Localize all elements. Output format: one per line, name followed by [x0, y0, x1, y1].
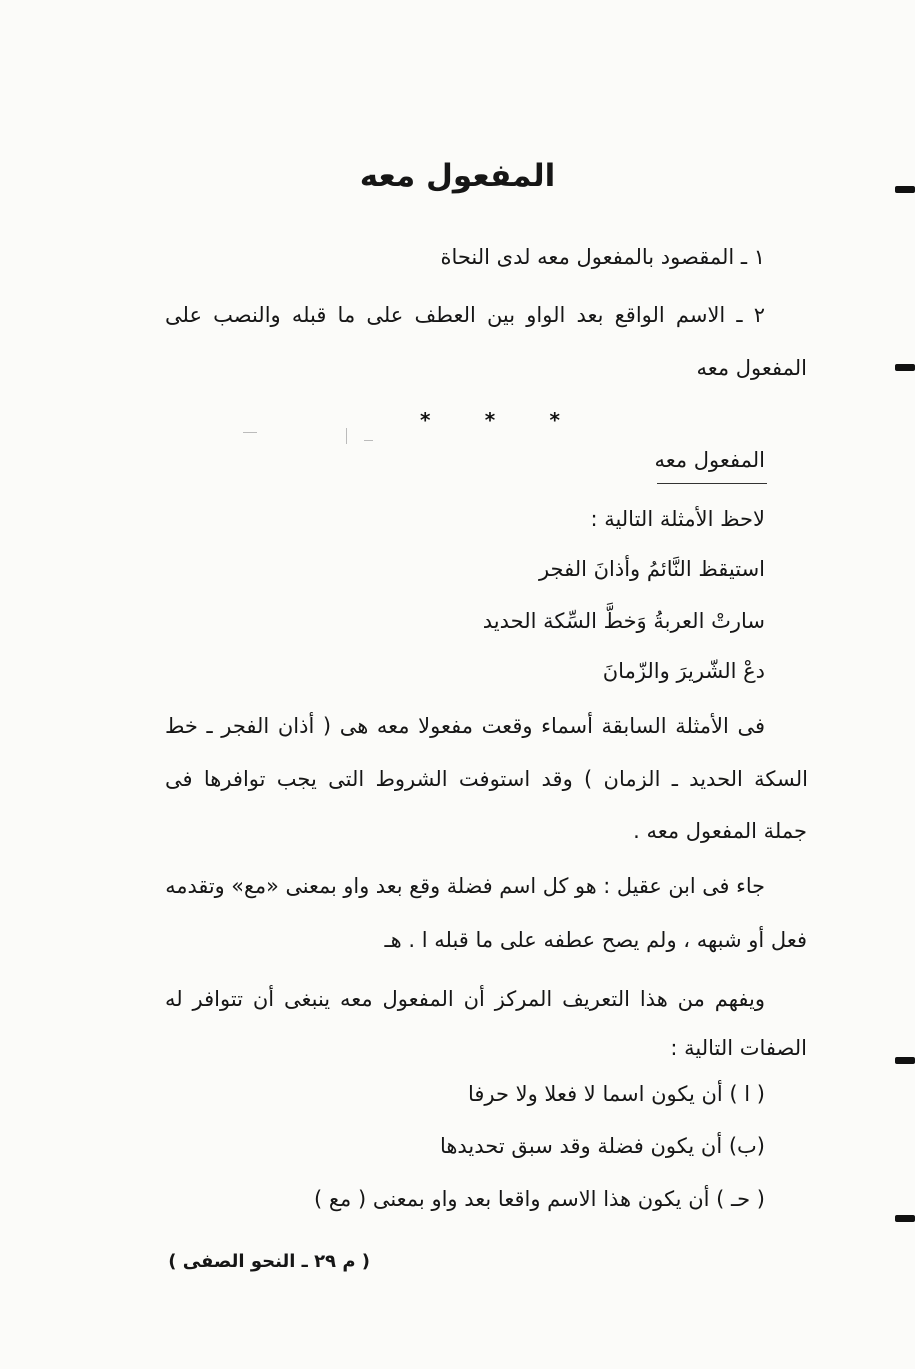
separator-star: * [420, 408, 431, 432]
conditions-intro-line: الصفات التالية : [670, 1036, 807, 1060]
explanation-line: السكة الحديد ـ الزمان ) وقد استوفت الشروط التى يجب توافرها فى [165, 767, 808, 791]
section-separator [420, 408, 560, 432]
scan-edge-mark [895, 186, 915, 193]
summary-item-2-line-1: ٢ ـ الاسم الواقع بعد الواو بين العطف على ما قبله والنصب على [165, 303, 765, 327]
scan-speck [364, 440, 373, 441]
scan-edge-mark [895, 1215, 915, 1222]
scan-speck [243, 432, 257, 433]
scan-edge-mark [895, 364, 915, 371]
explanation-line: فى الأمثلة السابقة أسماء وقعت مفعولا معه هى ( أذان الفجر ـ خط [165, 714, 765, 738]
example-sentence: استيقظ النَّائمُ وأذانَ الفجر [538, 557, 765, 581]
example-sentence: دعْ الشّريرَ والزّمانَ [602, 659, 765, 683]
separator-star: * [484, 408, 496, 432]
condition-item: ( حـ ) أن يكون هذا الاسم واقعا بعد واو بمعنى ( مع ) [313, 1187, 765, 1211]
explanation-line: جملة المفعول معه . [633, 819, 807, 843]
scan-speck [346, 428, 347, 444]
section-heading: المفعول معه [654, 448, 765, 472]
separator-star: * [549, 408, 560, 432]
page-footer: ( م ٢٩ ـ النحو الصفى ) [168, 1251, 370, 1272]
heading-underline [657, 483, 767, 484]
examples-intro: لاحظ الأمثلة التالية : [590, 507, 765, 531]
summary-item-1: ١ ـ المقصود بالمفعول معه لدى النحاة [440, 245, 765, 269]
condition-item: ( ا ) أن يكون اسما لا فعلا ولا حرفا [467, 1082, 765, 1106]
condition-item: (ب) أن يكون فضلة وقد سبق تحديدها [439, 1134, 765, 1158]
page-title: المفعول معه [359, 158, 556, 194]
summary-item-2-line-2: المفعول معه [696, 356, 807, 380]
example-sentence: سارتْ العربةُ وَخطَّ السِّكة الحديد [482, 609, 765, 633]
conditions-intro-line: ويفهم من هذا التعريف المركز أن المفعول معه ينبغى أن تتوافر له [165, 987, 765, 1011]
definition-line: جاء فى ابن عقيل : هو كل اسم فضلة وقع بعد واو بمعنى «مع» وتقدمه [165, 874, 766, 898]
scan-edge-mark [895, 1057, 915, 1064]
definition-line: فعل أو شبهه ، ولم يصح عطفه على ما قبله ا . هـ [384, 928, 807, 952]
